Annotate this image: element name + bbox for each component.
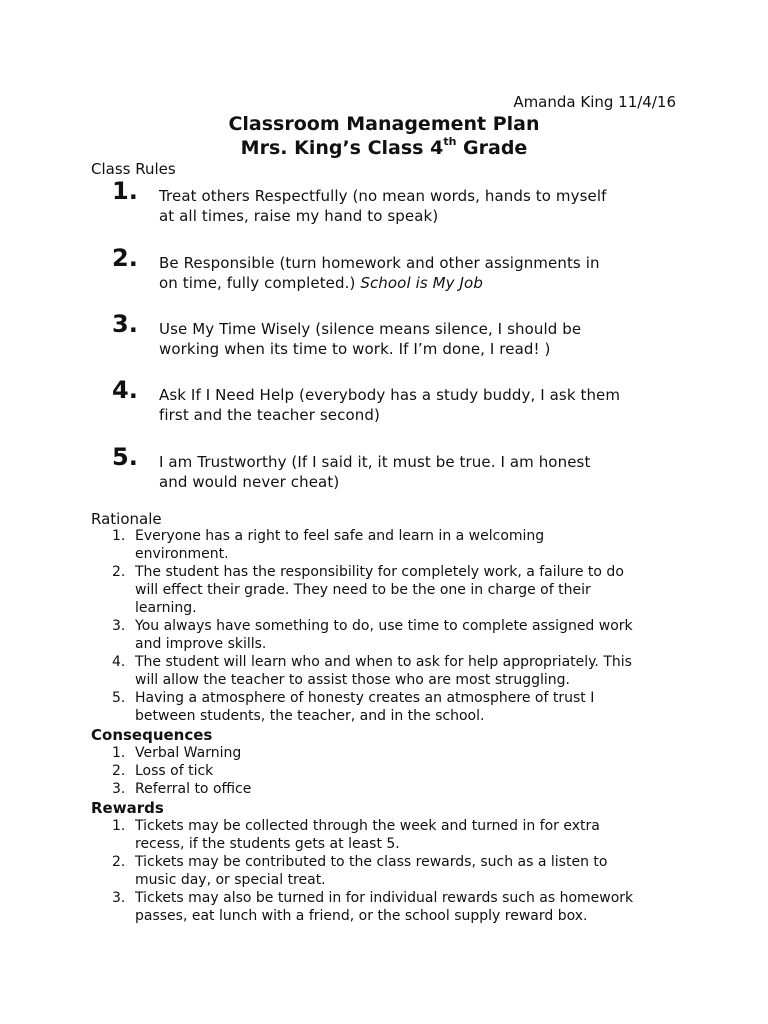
list-number: 3. xyxy=(112,890,126,906)
author-date: Amanda King 11/4/16 xyxy=(513,93,676,111)
rule-text xyxy=(159,319,679,359)
list-number: 1. xyxy=(112,745,126,761)
list-line: The student will learn who and when to ask for help appropriately. This xyxy=(135,654,632,670)
rule-line: at all times, raise my hand to speak) xyxy=(159,207,439,225)
list-item xyxy=(112,653,682,689)
list-line: will allow the teacher to assist those who are most struggling. xyxy=(135,672,571,688)
list-line: Tickets may also be turned in for individual rewards such as homework xyxy=(135,890,634,906)
list-line: environment. xyxy=(135,546,229,562)
document-title: Classroom Management Plan xyxy=(228,113,540,135)
rule-line: Use My Time Wisely (silence means silence, I should be xyxy=(159,320,582,338)
class-rules-heading: Class Rules xyxy=(91,160,176,178)
rule-line: Treat others Respectfully (no mean words, hands to myself xyxy=(159,187,607,205)
list-number: 3. xyxy=(112,618,126,634)
document-subtitle xyxy=(0,136,768,160)
rule-number: 1. xyxy=(112,177,138,205)
list-line: Everyone has a right to feel safe and learn in a welcoming xyxy=(135,528,545,544)
list-item xyxy=(112,889,682,925)
list-item xyxy=(112,563,682,617)
rule-line: I am Trustworthy (If I said it, it must be true. I am honest xyxy=(159,453,591,471)
consequences-heading: Consequences xyxy=(91,726,213,744)
list-item xyxy=(112,762,682,780)
rule-line: Ask If I Need Help (everybody has a study buddy, I ask them xyxy=(159,386,621,404)
list-line: music day, or special treat. xyxy=(135,872,326,888)
rewards-list xyxy=(112,817,682,925)
rule-text xyxy=(159,385,679,425)
list-line: You always have something to do, use time to complete assigned work xyxy=(135,618,633,634)
list-line: Verbal Warning xyxy=(135,745,242,761)
list-number: 2. xyxy=(112,564,126,580)
list-number: 2. xyxy=(112,854,126,870)
subtitle-superscript: th xyxy=(443,134,457,148)
list-line: Referral to office xyxy=(135,781,252,797)
rule-line-part: on time, fully completed.) xyxy=(159,274,361,292)
rule-number: 5. xyxy=(112,443,138,471)
rule-emphasis: School is My Job xyxy=(360,274,483,292)
rule-line: Be Responsible (turn homework and other assignments in xyxy=(159,254,600,272)
rule-line xyxy=(159,273,679,293)
list-item xyxy=(112,527,682,563)
list-line: Tickets may be contributed to the class rewards, such as a listen to xyxy=(135,854,608,870)
rule-line: first and the teacher second) xyxy=(159,406,380,424)
rewards-heading: Rewards xyxy=(91,799,164,817)
list-line: Tickets may be collected through the week and turned in for extra xyxy=(135,818,600,834)
list-line: between students, the teacher, and in the school. xyxy=(135,708,485,724)
subtitle-grade: Grade xyxy=(456,137,528,159)
list-number: 3. xyxy=(112,781,126,797)
list-item xyxy=(112,817,682,853)
list-item xyxy=(112,744,682,762)
rule-number: 2. xyxy=(112,244,138,272)
list-item xyxy=(112,853,682,889)
list-line: Loss of tick xyxy=(135,763,214,779)
list-line: passes, eat lunch with a friend, or the school supply reward box. xyxy=(135,908,588,924)
list-line: will effect their grade. They need to be the one in charge of their xyxy=(135,582,591,598)
list-item xyxy=(112,780,682,798)
consequences-list xyxy=(112,744,682,798)
list-number: 4. xyxy=(112,654,126,670)
rule-number: 4. xyxy=(112,376,138,404)
rationale-heading: Rationale xyxy=(91,510,162,528)
list-item xyxy=(112,617,682,653)
list-item xyxy=(112,689,682,725)
rule-text xyxy=(159,452,679,492)
list-number: 1. xyxy=(112,528,126,544)
list-line: and improve skills. xyxy=(135,636,267,652)
rule-text xyxy=(159,186,679,226)
list-line: Having a atmosphere of honesty creates an atmosphere of trust I xyxy=(135,690,595,706)
list-line: The student has the responsibility for completely work, a failure to do xyxy=(135,564,624,580)
rule-line: working when its time to work. If I’m done, I read! ) xyxy=(159,340,551,358)
rule-text xyxy=(159,253,679,293)
rationale-list xyxy=(112,527,682,725)
list-line: learning. xyxy=(135,600,197,616)
list-number: 5. xyxy=(112,690,126,706)
list-number: 2. xyxy=(112,763,126,779)
list-line: recess, if the students gets at least 5. xyxy=(135,836,400,852)
subtitle-text: Mrs. King’s Class 4 xyxy=(240,137,444,159)
rule-number: 3. xyxy=(112,310,138,338)
list-number: 1. xyxy=(112,818,126,834)
rule-line: and would never cheat) xyxy=(159,473,340,491)
